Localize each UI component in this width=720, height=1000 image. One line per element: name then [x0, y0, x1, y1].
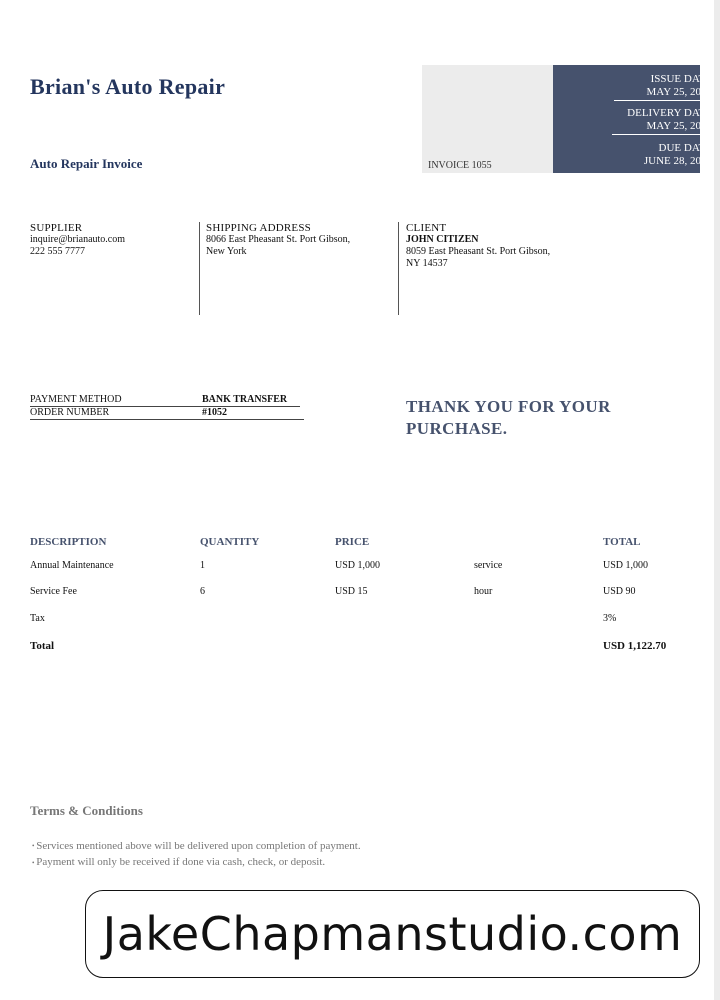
total-header: TOTAL: [603, 536, 641, 548]
order-number-value: #1052: [202, 407, 227, 418]
shipping-section: [206, 222, 386, 258]
tax-label: Tax: [30, 613, 45, 624]
column-divider: [199, 222, 200, 315]
supplier-email: inquire@brianauto.com: [30, 234, 126, 245]
due-date-value: JUNE 28, 2021: [643, 155, 712, 167]
shipping-heading: SHIPPING ADDRESS: [206, 222, 311, 234]
invoice-number: INVOICE 1055: [428, 160, 492, 171]
due-date-block: [634, 142, 712, 168]
order-number-label: ORDER NUMBER: [30, 407, 110, 418]
watermark-banner: [85, 890, 700, 978]
terms-heading: Terms & Conditions: [30, 803, 143, 818]
shipping-line1: 8066 East Pheasant St. Port Gibson,: [206, 234, 351, 245]
issue-date-rule: [614, 100, 712, 101]
table-row-price: USD 1,000: [335, 560, 381, 571]
payment-section: [30, 394, 304, 420]
table-row-description: Annual Maintenance: [30, 560, 114, 571]
issue-date-block: [614, 73, 712, 101]
thank-you-message: THANK YOU FOR YOUR PURCHASE.: [406, 397, 611, 438]
table-row-quantity: 1: [200, 560, 205, 571]
page-edge: [714, 0, 720, 1000]
description-header: DESCRIPTION: [30, 536, 107, 548]
due-date-label: DUE DATE: [658, 142, 712, 154]
issue-date-label: ISSUE DATE: [650, 73, 712, 85]
shipping-line2: New York: [206, 246, 247, 257]
table-row-quantity: 6: [200, 586, 205, 597]
watermark-text: JakeChapmanstudio.com: [102, 907, 683, 961]
quantity-header: QUANTITY: [200, 536, 260, 548]
table-row-total: USD 90: [603, 586, 636, 597]
delivery-date-rule: [612, 134, 712, 135]
client-line1: 8059 East Pheasant St. Port Gibson,: [406, 246, 551, 257]
table-row-unit: service: [474, 560, 503, 571]
grand-total-value: USD 1,122.70: [603, 640, 667, 652]
price-header: PRICE: [335, 536, 370, 548]
supplier-heading: SUPPLIER: [30, 222, 83, 234]
client-line2: NY 14537: [406, 258, 448, 269]
client-heading: CLIENT: [406, 222, 447, 234]
delivery-date-block: [612, 107, 712, 135]
payment-method-row: [30, 394, 300, 407]
terms-line: • Services mentioned above will be delivered upon completion of payment.: [32, 838, 361, 854]
document-title: Auto Repair Invoice: [30, 156, 143, 171]
column-divider: [398, 222, 399, 315]
delivery-date-value: MAY 25, 2021: [646, 120, 712, 132]
invoice-number-panel: [422, 65, 553, 173]
terms-line: • Payment will only be received if done via cash, check, or deposit.: [32, 854, 361, 870]
client-section: [406, 222, 606, 270]
company-name: Brian's Auto Repair: [30, 74, 226, 99]
issue-date-value: MAY 25, 2021: [646, 86, 712, 98]
payment-method-value: BANK TRANSFER: [202, 394, 288, 405]
supplier-phone: 222 555 7777: [30, 246, 85, 257]
table-row-price: USD 15: [335, 586, 368, 597]
tax-value: 3%: [603, 613, 617, 624]
supplier-section: [30, 222, 190, 258]
table-row-description: Service Fee: [30, 586, 77, 597]
terms-list: [32, 838, 361, 871]
table-row-total: USD 1,000: [603, 560, 649, 571]
table-row-unit: hour: [474, 586, 493, 597]
grand-total-label: Total: [30, 640, 55, 652]
delivery-date-label: DELIVERY DATE: [627, 107, 712, 119]
order-number-row: [30, 407, 304, 420]
payment-method-label: PAYMENT METHOD: [30, 394, 122, 405]
client-name: JOHN CITIZEN: [406, 234, 479, 245]
